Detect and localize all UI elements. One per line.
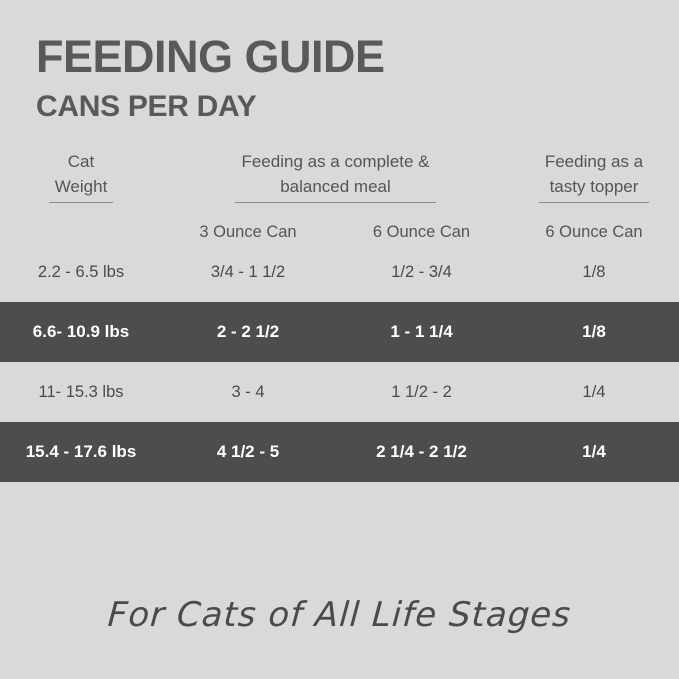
header-complete-meal-line1: Feeding as a complete & (241, 152, 430, 171)
cell-weight: 6.6- 10.9 lbs (32, 321, 130, 341)
header-tasty-topper-line1: Feeding as a (544, 152, 644, 171)
table-row (0, 242, 679, 302)
cell-topper: 1/4 (582, 441, 606, 461)
feeding-table (0, 144, 679, 482)
header-tasty-topper-line2: tasty topper (549, 176, 639, 196)
cell-weight: 15.4 - 17.6 lbs (25, 441, 137, 461)
subheader-topper-6-ounce-can: 6 Ounce Can (545, 223, 643, 242)
table-row (0, 422, 679, 482)
header-cat-weight (0, 150, 162, 203)
header-complete-meal-line2: balanced meal (280, 176, 391, 196)
cell-weight: 11- 15.3 lbs (38, 383, 124, 402)
cell-can6: 2 1/4 - 2 1/2 (376, 441, 467, 461)
header-cat-weight-line2: Weight (54, 176, 108, 196)
table-row (0, 362, 679, 422)
cell-weight: 2.2 - 6.5 lbs (37, 263, 125, 282)
table-header-group-row (0, 144, 679, 203)
cell-can6: 1/2 - 3/4 (391, 263, 452, 282)
cell-can6: 1 - 1 1/4 (390, 321, 453, 341)
header-complete-meal (162, 150, 509, 203)
subheader-3-ounce-can: 3 Ounce Can (199, 223, 297, 242)
cell-can3: 4 1/2 - 5 (216, 441, 280, 461)
subheader-spacer (0, 223, 162, 242)
page-subtitle: CANS PER DAY (36, 90, 257, 123)
cell-can3: 3/4 - 1 1/2 (210, 263, 286, 282)
table-row (0, 302, 679, 362)
page-title: FEEDING GUIDE (36, 31, 385, 82)
footer-tagline: For Cats of All Life Stages (106, 595, 573, 635)
cell-topper: 1/8 (582, 263, 606, 282)
cell-can6: 1 1/2 - 2 (391, 383, 452, 402)
subheader-6-ounce-can: 6 Ounce Can (372, 223, 471, 242)
cell-can3: 2 - 2 1/2 (216, 321, 280, 341)
header-cat-weight-line1: Cat (67, 152, 95, 171)
cell-can3: 3 - 4 (231, 383, 265, 402)
header-tasty-topper (509, 150, 679, 203)
cell-topper: 1/8 (582, 321, 606, 341)
title-block (0, 0, 679, 122)
cell-topper: 1/4 (582, 383, 606, 402)
table-subheader-row (0, 203, 679, 242)
